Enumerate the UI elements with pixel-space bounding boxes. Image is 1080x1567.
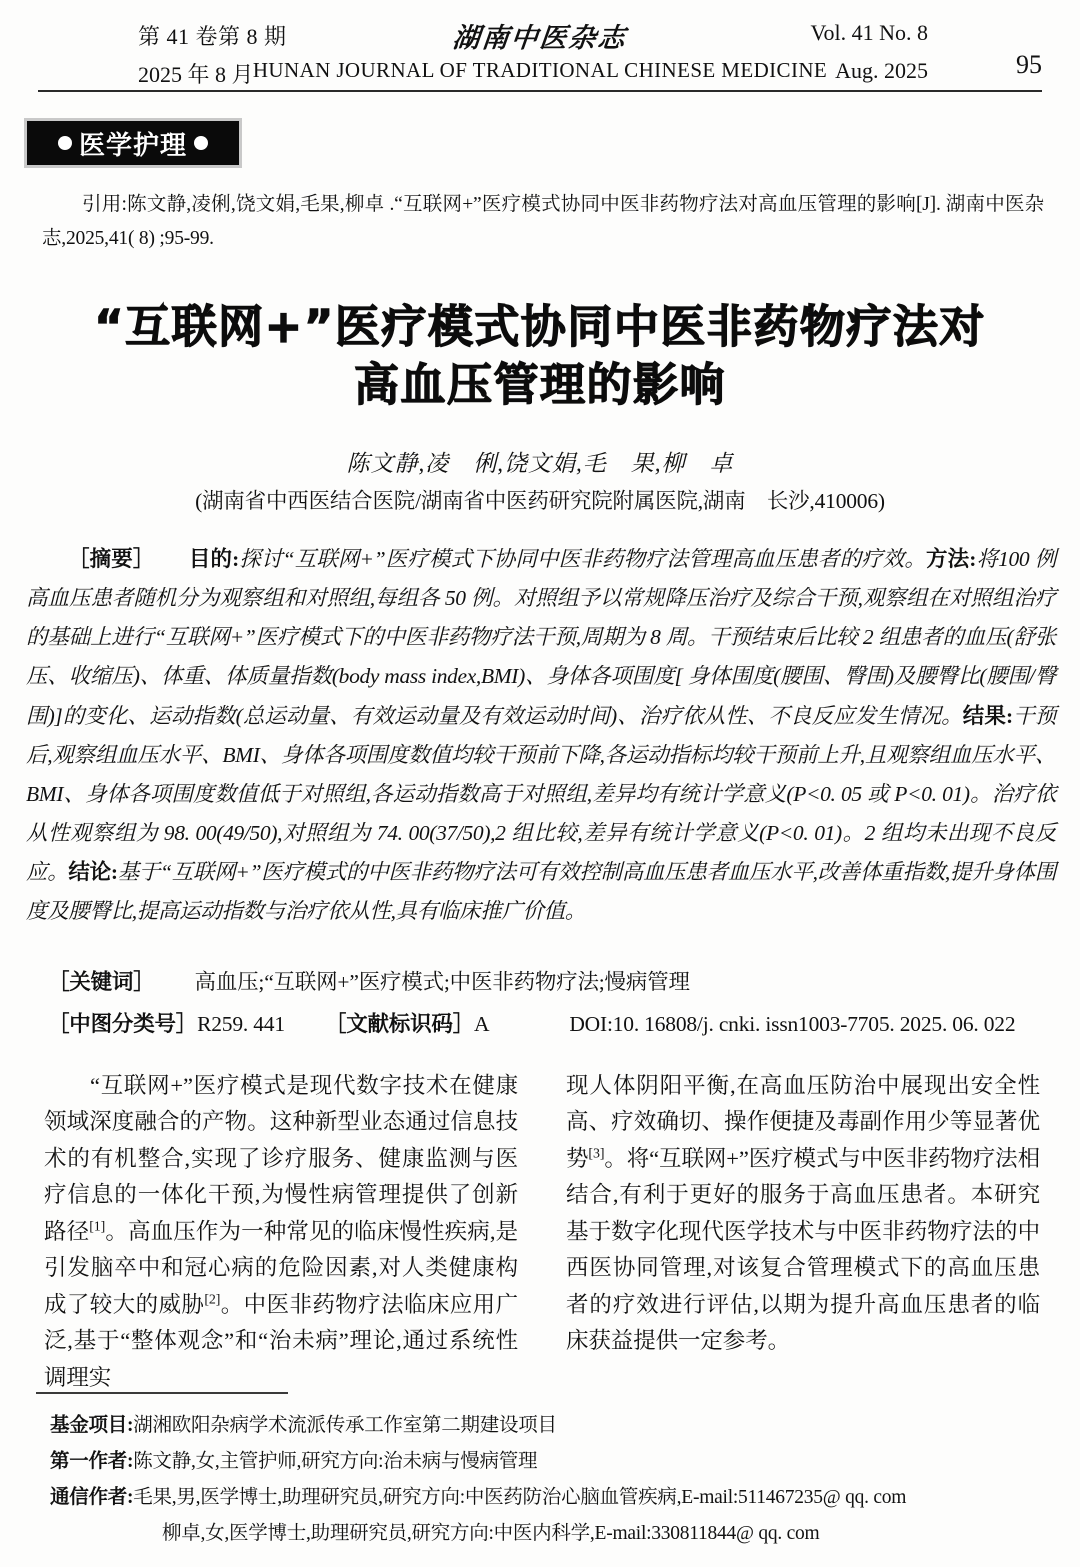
- doi-value: DOI:10. 16808/j. cnki. issn1003-7705. 2025. 06. 022: [569, 1011, 1016, 1036]
- abstract-purpose-label: 目的:: [188, 547, 239, 571]
- corresponding-label: 通信作者:: [50, 1487, 134, 1509]
- journal-title-en: HUNAN JOURNAL OF TRADITIONAL CHINESE MEDICINE: [252, 58, 828, 82]
- abstract-results-label: 结果:: [962, 703, 1013, 728]
- corresponding-value-2: 柳卓,女,医学博士,助理研究员,研究方向:中医内科学,E-mail:330811844@ qq. com: [162, 1523, 820, 1545]
- body-left-text-2: 。高血压作为一种常见的临床慢性疾病,是引发脑卒中和冠心病的危险因素,对人类健康构成了较大的威胁: [44, 1218, 518, 1317]
- citation-line: 引用:陈文静,凌俐,饶文娟,毛果,柳卓 .“互联网+”医疗模式协同中医非药物疗法对高血压管理的影响[J]. 湖南中医杂志,2025,41( 8) ;95-99.: [42, 194, 1044, 250]
- body-column-left: [44, 1068, 518, 1388]
- bullet-dot-icon: [58, 136, 72, 150]
- article-title-line-1: “互联网+”医疗模式协同中医非药物疗法对: [94, 300, 986, 353]
- article-title-line-2: 高血压管理的影响: [353, 357, 726, 411]
- footnote-corresponding-author: [50, 1480, 1044, 1516]
- first-author-value: 陈文静,女,主管护师,研究方向:治未病与慢病管理: [133, 1451, 538, 1473]
- body-left-text-1: “互联网+”医疗模式是现代数字技术在健康领域深度融合的产物。这种新型业态通过信息技术的有机整合,实现了诊疗服务、健康监测与医疗信息的一体化干预,为慢性病管理提供了创新路径: [44, 1073, 518, 1244]
- reference-marker-1: [1]: [89, 1219, 106, 1235]
- abstract-results-text: 干预后,观察组血压水平、BMI、身体各项围度数值均较干预前下降,各运动指标均较干预前上升,且观察组血压水平、BMI、身体各项围度数值低于对照组,各运动指数高于对照组,差异均有统计学意义(P<0. 05 或 P<0. 01)。治疗依从性观察组为 98. 00(49/50),对照组为 74. 00(37/50),2 组比较,差异有统计学意义(P<0. 01)。2 组均未出现不良反应。: [26, 703, 1056, 884]
- masthead-month-en: Aug. 2025: [835, 58, 928, 83]
- body-left-text-3: 。中医非药物疗法临床应用广泛,基于“整体观念”和“治未病”理论,通过系统性调理实: [44, 1291, 518, 1390]
- abstract-methods-label: 方法:: [926, 547, 977, 571]
- abstract-block: [26, 540, 1056, 931]
- keywords-and-classification: [48, 962, 1056, 1046]
- abstract-label: ［摘要］: [68, 547, 155, 571]
- clc-value: R259. 441: [197, 1011, 285, 1036]
- body-columns: [44, 1068, 1040, 1388]
- keywords-value: 高血压;“互联网+”医疗模式;中医非药物疗法;慢病管理: [194, 970, 690, 994]
- masthead: [0, 0, 1080, 92]
- body-right-text-1: 现人体阴阳平衡,在高血压防治中展现出安全性高、疗效确切、操作便捷及毒副作用少等显著优势: [566, 1073, 1040, 1171]
- first-author-label: 第一作者:: [50, 1451, 134, 1473]
- footnotes-block: [50, 1408, 1044, 1552]
- keywords-label: ［关键词］: [48, 970, 155, 994]
- footnote-divider: [36, 1392, 288, 1394]
- section-badge-label: 医学护理: [78, 130, 187, 161]
- masthead-date-cn: 2025 年 8 月: [138, 62, 254, 87]
- body-paragraph-right: [566, 1068, 1040, 1360]
- author-affiliation: (湖南省中西医结合医院/湖南省中医药研究院附属医院,湖南 长沙,410006): [195, 489, 885, 513]
- footnote-corresponding-author-2: [50, 1516, 1044, 1552]
- corresponding-value: 毛果,男,医学博士,助理研究员,研究方向:中医药防治心脑血管疾病,E-mail:511467235@ qq. com: [133, 1487, 907, 1509]
- reference-marker-3: [3]: [588, 1146, 605, 1162]
- body-column-right: [566, 1068, 1040, 1388]
- masthead-volume-no-en: Vol. 41 No. 8: [810, 20, 928, 45]
- journal-title-cn: 湖南中医杂志: [451, 23, 629, 54]
- footnote-first-author: [50, 1444, 1044, 1480]
- classification-line: [48, 1004, 1056, 1046]
- keywords-line: [48, 962, 1056, 1004]
- section-badge: [24, 118, 242, 168]
- fund-value: 湖湘欧阳杂病学术流派传承工作室第二期建设项目: [133, 1415, 557, 1436]
- reference-marker-2: [2]: [204, 1292, 221, 1308]
- bullet-dot-icon: [194, 136, 208, 150]
- masthead-divider: [38, 90, 1042, 92]
- author-list: 陈文静,凌 俐,饶文娟,毛 果,柳 卓: [346, 451, 734, 476]
- abstract-conclusion-text: 基于“互联网+”医疗模式的中医非药物疗法可有效控制高血压患者血压水平,改善体重指数,提升身体围度及腰臀比,提高运动指数与治疗依从性,具有临床推广价值。: [26, 860, 1056, 924]
- abstract-methods-text: 将100 例高血压患者随机分为观察组和对照组,每组各 50 例。对照组予以常规降压治疗及综合干预,观察组在对照组治疗的基础上进行“互联网+”医疗模式下的中医非药物疗法干预,周期为 8 周。干预结束后比较 2 组患者的血压(舒张压、收缩压)、体重、体质量指数(body mass index,BMI)、身体各项围度[ 身体围度(腰围、臀围)及腰臀比(腰围/臀围)]的变化、运动指数(总运动量、有效运动量及有效运动时间)、治疗依从性、不良反应发生情况。: [26, 547, 1056, 728]
- body-right-text-2: 。将“互联网+”医疗模式与中医非药物疗法相结合,有利于更好的服务于高血压患者。本研究基于数字化现代医学技术与中医非药物疗法的中西医协同管理,对该复合管理模式下的高血压患者的疗效进行评估,以期为提升高血压患者的临床获益提供一定参考。: [566, 1145, 1040, 1354]
- doc-type-value: A: [474, 1011, 490, 1036]
- doc-type-label: ［文献标识码］: [324, 1011, 475, 1036]
- page-number: 95: [1016, 50, 1042, 79]
- abstract-purpose-text: 探讨“互联网+”医疗模式下协同中医非药物疗法管理高血压患者的疗效。: [238, 547, 927, 571]
- fund-label: 基金项目:: [50, 1415, 134, 1436]
- masthead-volume-issue: 第 41 卷第 8 期: [138, 24, 287, 49]
- article-title: [0, 298, 1080, 413]
- body-paragraph-left: [44, 1068, 518, 1396]
- abstract-conclusion-label: 结论:: [68, 860, 118, 884]
- footnote-fund: [50, 1408, 1044, 1444]
- clc-label: ［中图分类号］: [48, 1011, 198, 1036]
